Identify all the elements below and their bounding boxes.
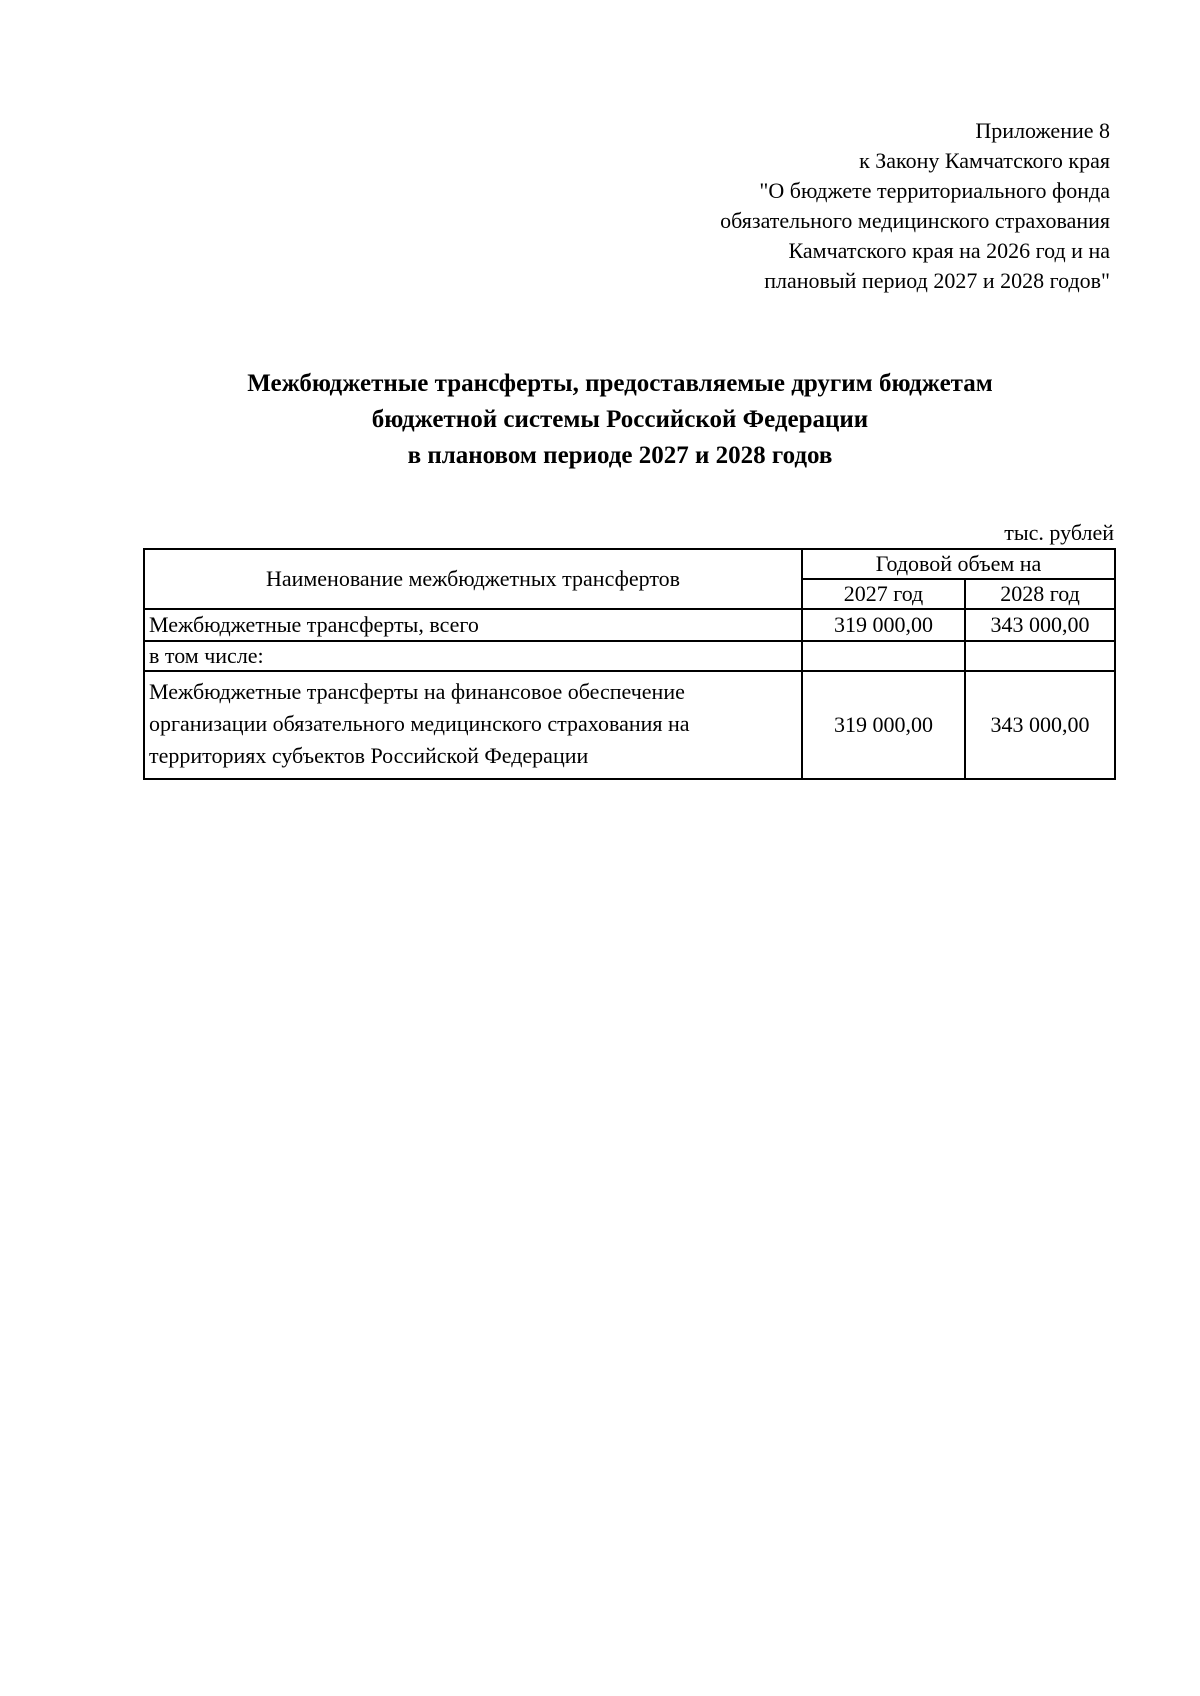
appendix-line: "О бюджете территориального фонда <box>759 178 1110 203</box>
document-title <box>120 366 1120 474</box>
units-label: тыс. рублей <box>1004 520 1114 545</box>
appendix-line: обязательного медицинского страхования <box>720 208 1110 233</box>
title-line: бюджетной системы Российской Федерации <box>371 406 869 433</box>
table-header-row <box>144 549 1115 579</box>
total-value-2027: 319 000,00 <box>802 609 965 641</box>
appendix-line: Приложение 8 <box>975 118 1110 143</box>
appendix-reference <box>550 116 1110 296</box>
total-name: Межбюджетные трансферты, всего <box>144 609 802 641</box>
table-row-including <box>144 641 1115 671</box>
item-value-2028: 343 000,00 <box>965 671 1115 779</box>
including-empty-2028 <box>965 641 1115 671</box>
header-year-2028: 2028 год <box>965 579 1115 609</box>
item-value-2027: 319 000,00 <box>802 671 965 779</box>
total-value-2028: 343 000,00 <box>965 609 1115 641</box>
table-row <box>144 671 1115 779</box>
header-year-2027: 2027 год <box>802 579 965 609</box>
transfers-table <box>143 548 1116 780</box>
appendix-line: Камчатского края на 2026 год и на <box>788 238 1110 263</box>
title-line: в плановом периоде 2027 и 2028 годов <box>407 442 833 469</box>
table-row-total <box>144 609 1115 641</box>
item-name-line: территориях субъектов Российской Федерации <box>149 743 589 768</box>
item-name <box>144 671 802 779</box>
item-name-line: организации обязательного медицинского страхования на <box>149 711 690 736</box>
appendix-line: плановый период 2027 и 2028 годов" <box>764 268 1110 293</box>
title-line: Межбюджетные трансферты, предоставляемые другим бюджетам <box>247 370 993 397</box>
including-label: в том числе: <box>144 641 802 671</box>
header-annual-volume: Годовой объем на <box>802 549 1115 579</box>
item-name-line: Межбюджетные трансферты на финансовое обеспечение <box>149 679 685 704</box>
appendix-line: к Закону Камчатского края <box>859 148 1110 173</box>
header-name: Наименование межбюджетных трансфертов <box>144 549 802 609</box>
including-empty-2027 <box>802 641 965 671</box>
